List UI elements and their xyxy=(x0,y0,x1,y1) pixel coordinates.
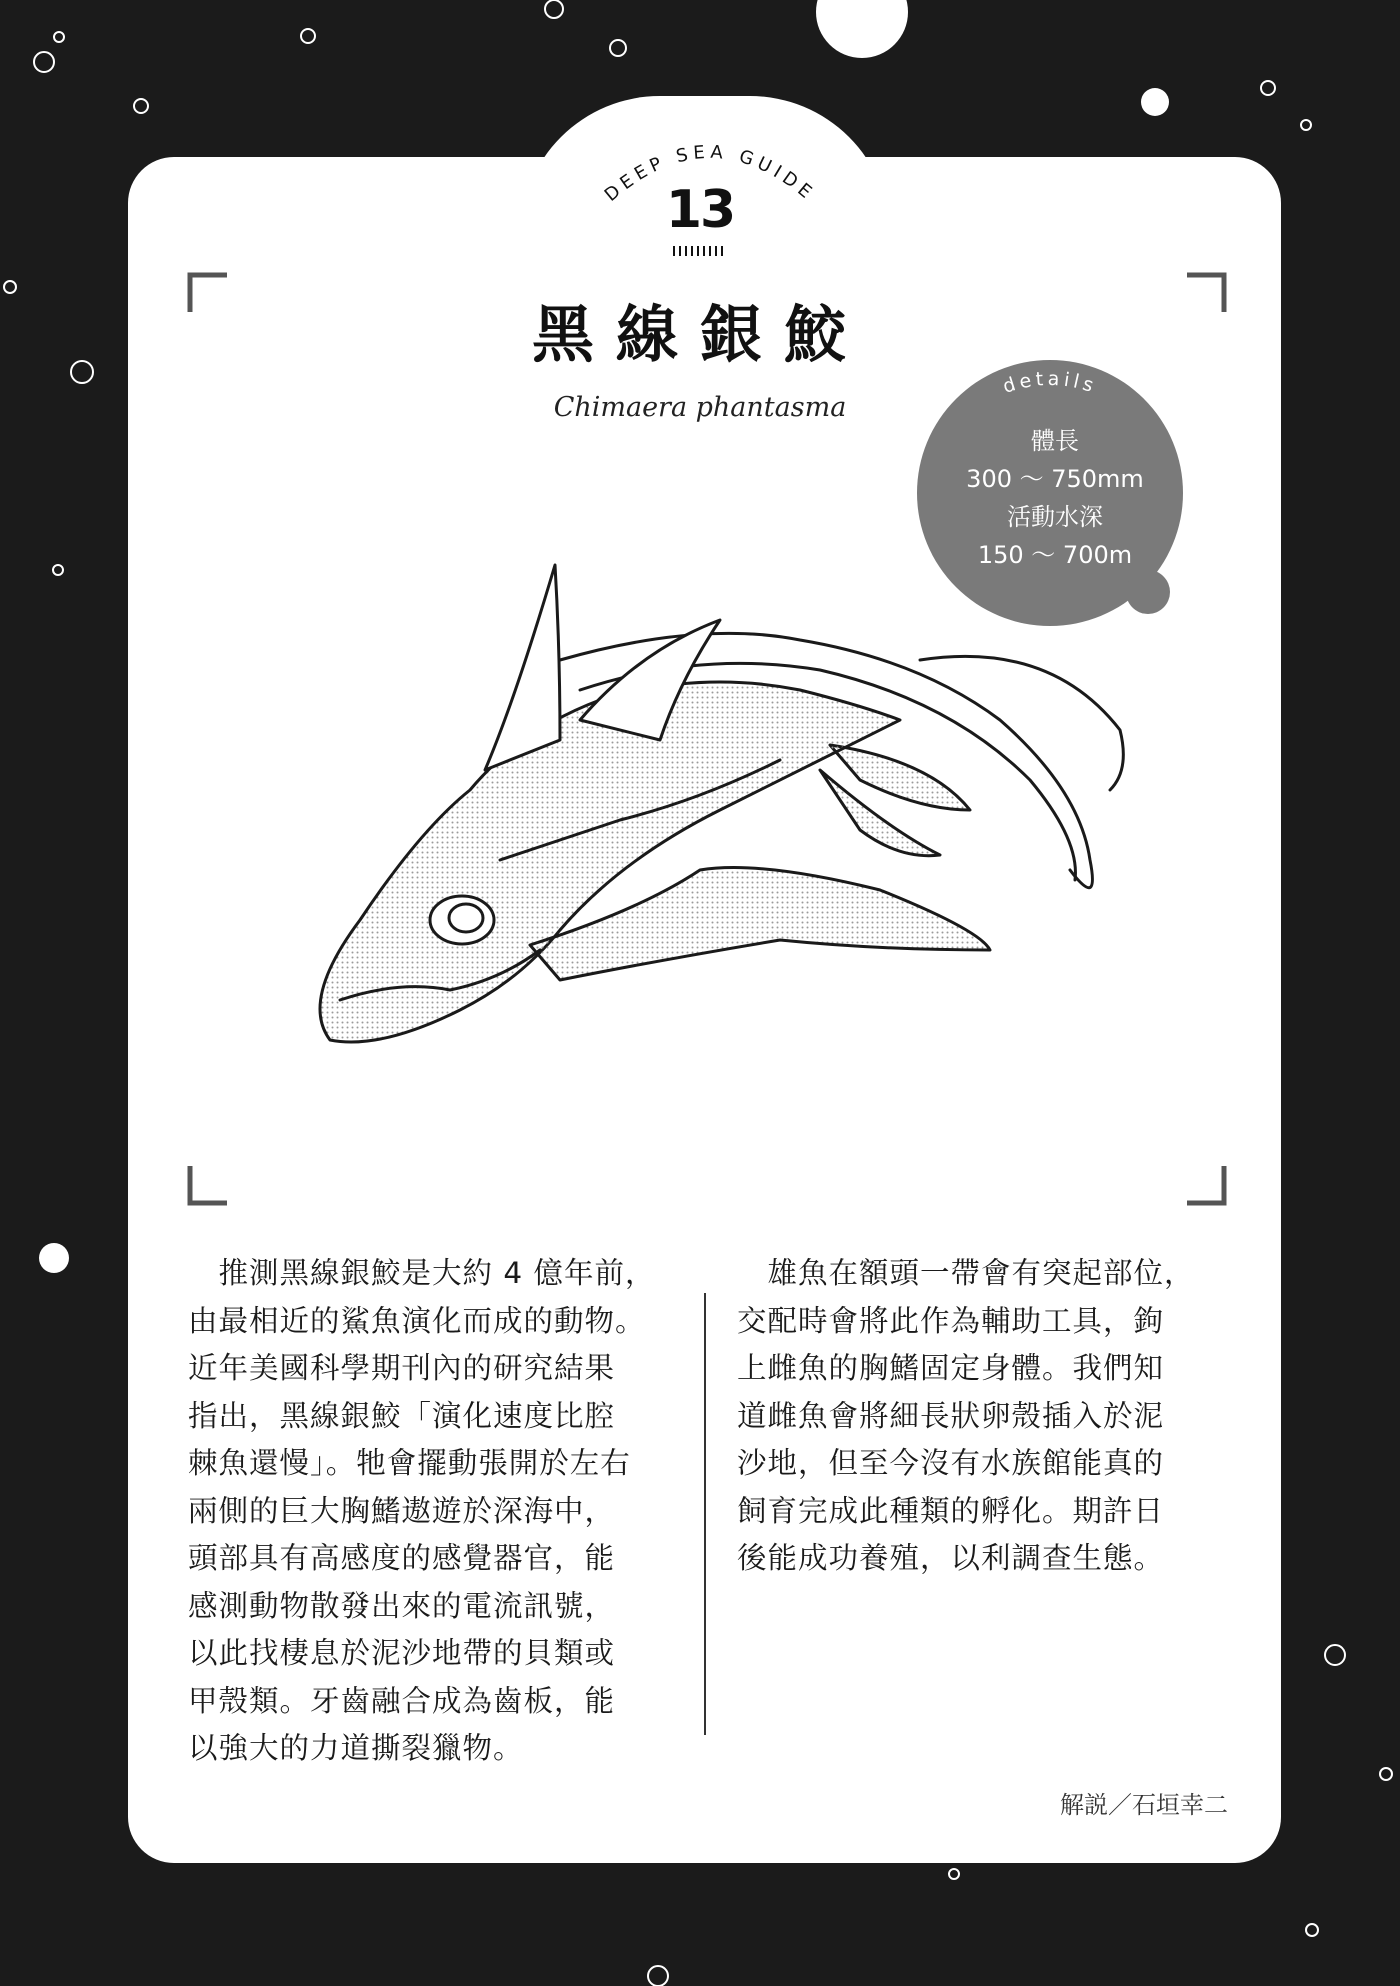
body-text-left xyxy=(188,1250,668,1773)
text-line: 以此找棲息於泥沙地帶的貝類或 xyxy=(188,1636,616,1670)
detail-line: 300 ～ 750mm xyxy=(966,465,1144,493)
frame-corner-bottom-right xyxy=(1185,1164,1227,1206)
scientific-name: Chimaera phantasma xyxy=(553,392,847,423)
text-line: 甲殼類。牙齒融合成為齒板，能 xyxy=(188,1683,616,1718)
frame-corner-top-right xyxy=(1185,272,1227,314)
chimaera-illustration xyxy=(290,545,1150,1065)
guide-number: 13 xyxy=(665,180,735,240)
tick-marks xyxy=(672,246,728,258)
detail-line: 活動水深 xyxy=(1007,503,1103,531)
text-line: 沙地，但至今沒有水族館能真的 xyxy=(737,1446,1165,1480)
text-line: 上雌魚的胸鰭固定身體。我們知 xyxy=(737,1351,1165,1385)
text-line: 指出，黑線銀鮫「演化速度比腔 xyxy=(188,1398,616,1433)
text-line: 交配時會將此作為輔助工具，鉤 xyxy=(737,1303,1165,1338)
details-label: details xyxy=(1000,367,1100,398)
text-line: 近年美國科學期刊內的研究結果 xyxy=(188,1351,616,1385)
body-text-right xyxy=(737,1250,1227,1583)
detail-line: 體長 xyxy=(1031,427,1079,455)
text-line: 後能成功養殖，以利調查生態。 xyxy=(737,1541,1165,1575)
text-line: 棘魚還慢」。牠會擺動張開於左右 xyxy=(188,1446,631,1480)
text-line: 感測動物散發出來的電流訊號， xyxy=(188,1588,616,1623)
author-credit: 解説／石垣幸二 xyxy=(1060,1791,1228,1819)
column-divider xyxy=(704,1293,706,1735)
text-line: 飼育完成此種類的孵化。期許日 xyxy=(737,1493,1165,1528)
text-line: 推測黑線銀鮫是大約 4 億年前， xyxy=(188,1256,656,1290)
detail-line: 150 ～ 700m xyxy=(977,541,1133,569)
text-line: 由最相近的鯊魚演化而成的動物。 xyxy=(188,1303,646,1338)
species-title: 黑線銀鮫 xyxy=(531,298,868,371)
text-line: 頭部具有高感度的感覺器官，能 xyxy=(188,1541,616,1575)
frame-corner-top-left xyxy=(187,272,229,314)
frame-corner-bottom-left xyxy=(187,1164,229,1206)
text-line: 雄魚在額頭一帶會有突起部位， xyxy=(737,1256,1195,1290)
text-line: 道雌魚會將細長狀卵殼插入於泥 xyxy=(737,1398,1165,1433)
guide-header-text: DEEP SEA GUIDE xyxy=(600,141,820,206)
text-line: 以強大的力道撕裂獵物。 xyxy=(188,1731,524,1765)
text-line: 兩側的巨大胸鰭遨遊於深海中， xyxy=(188,1493,616,1528)
